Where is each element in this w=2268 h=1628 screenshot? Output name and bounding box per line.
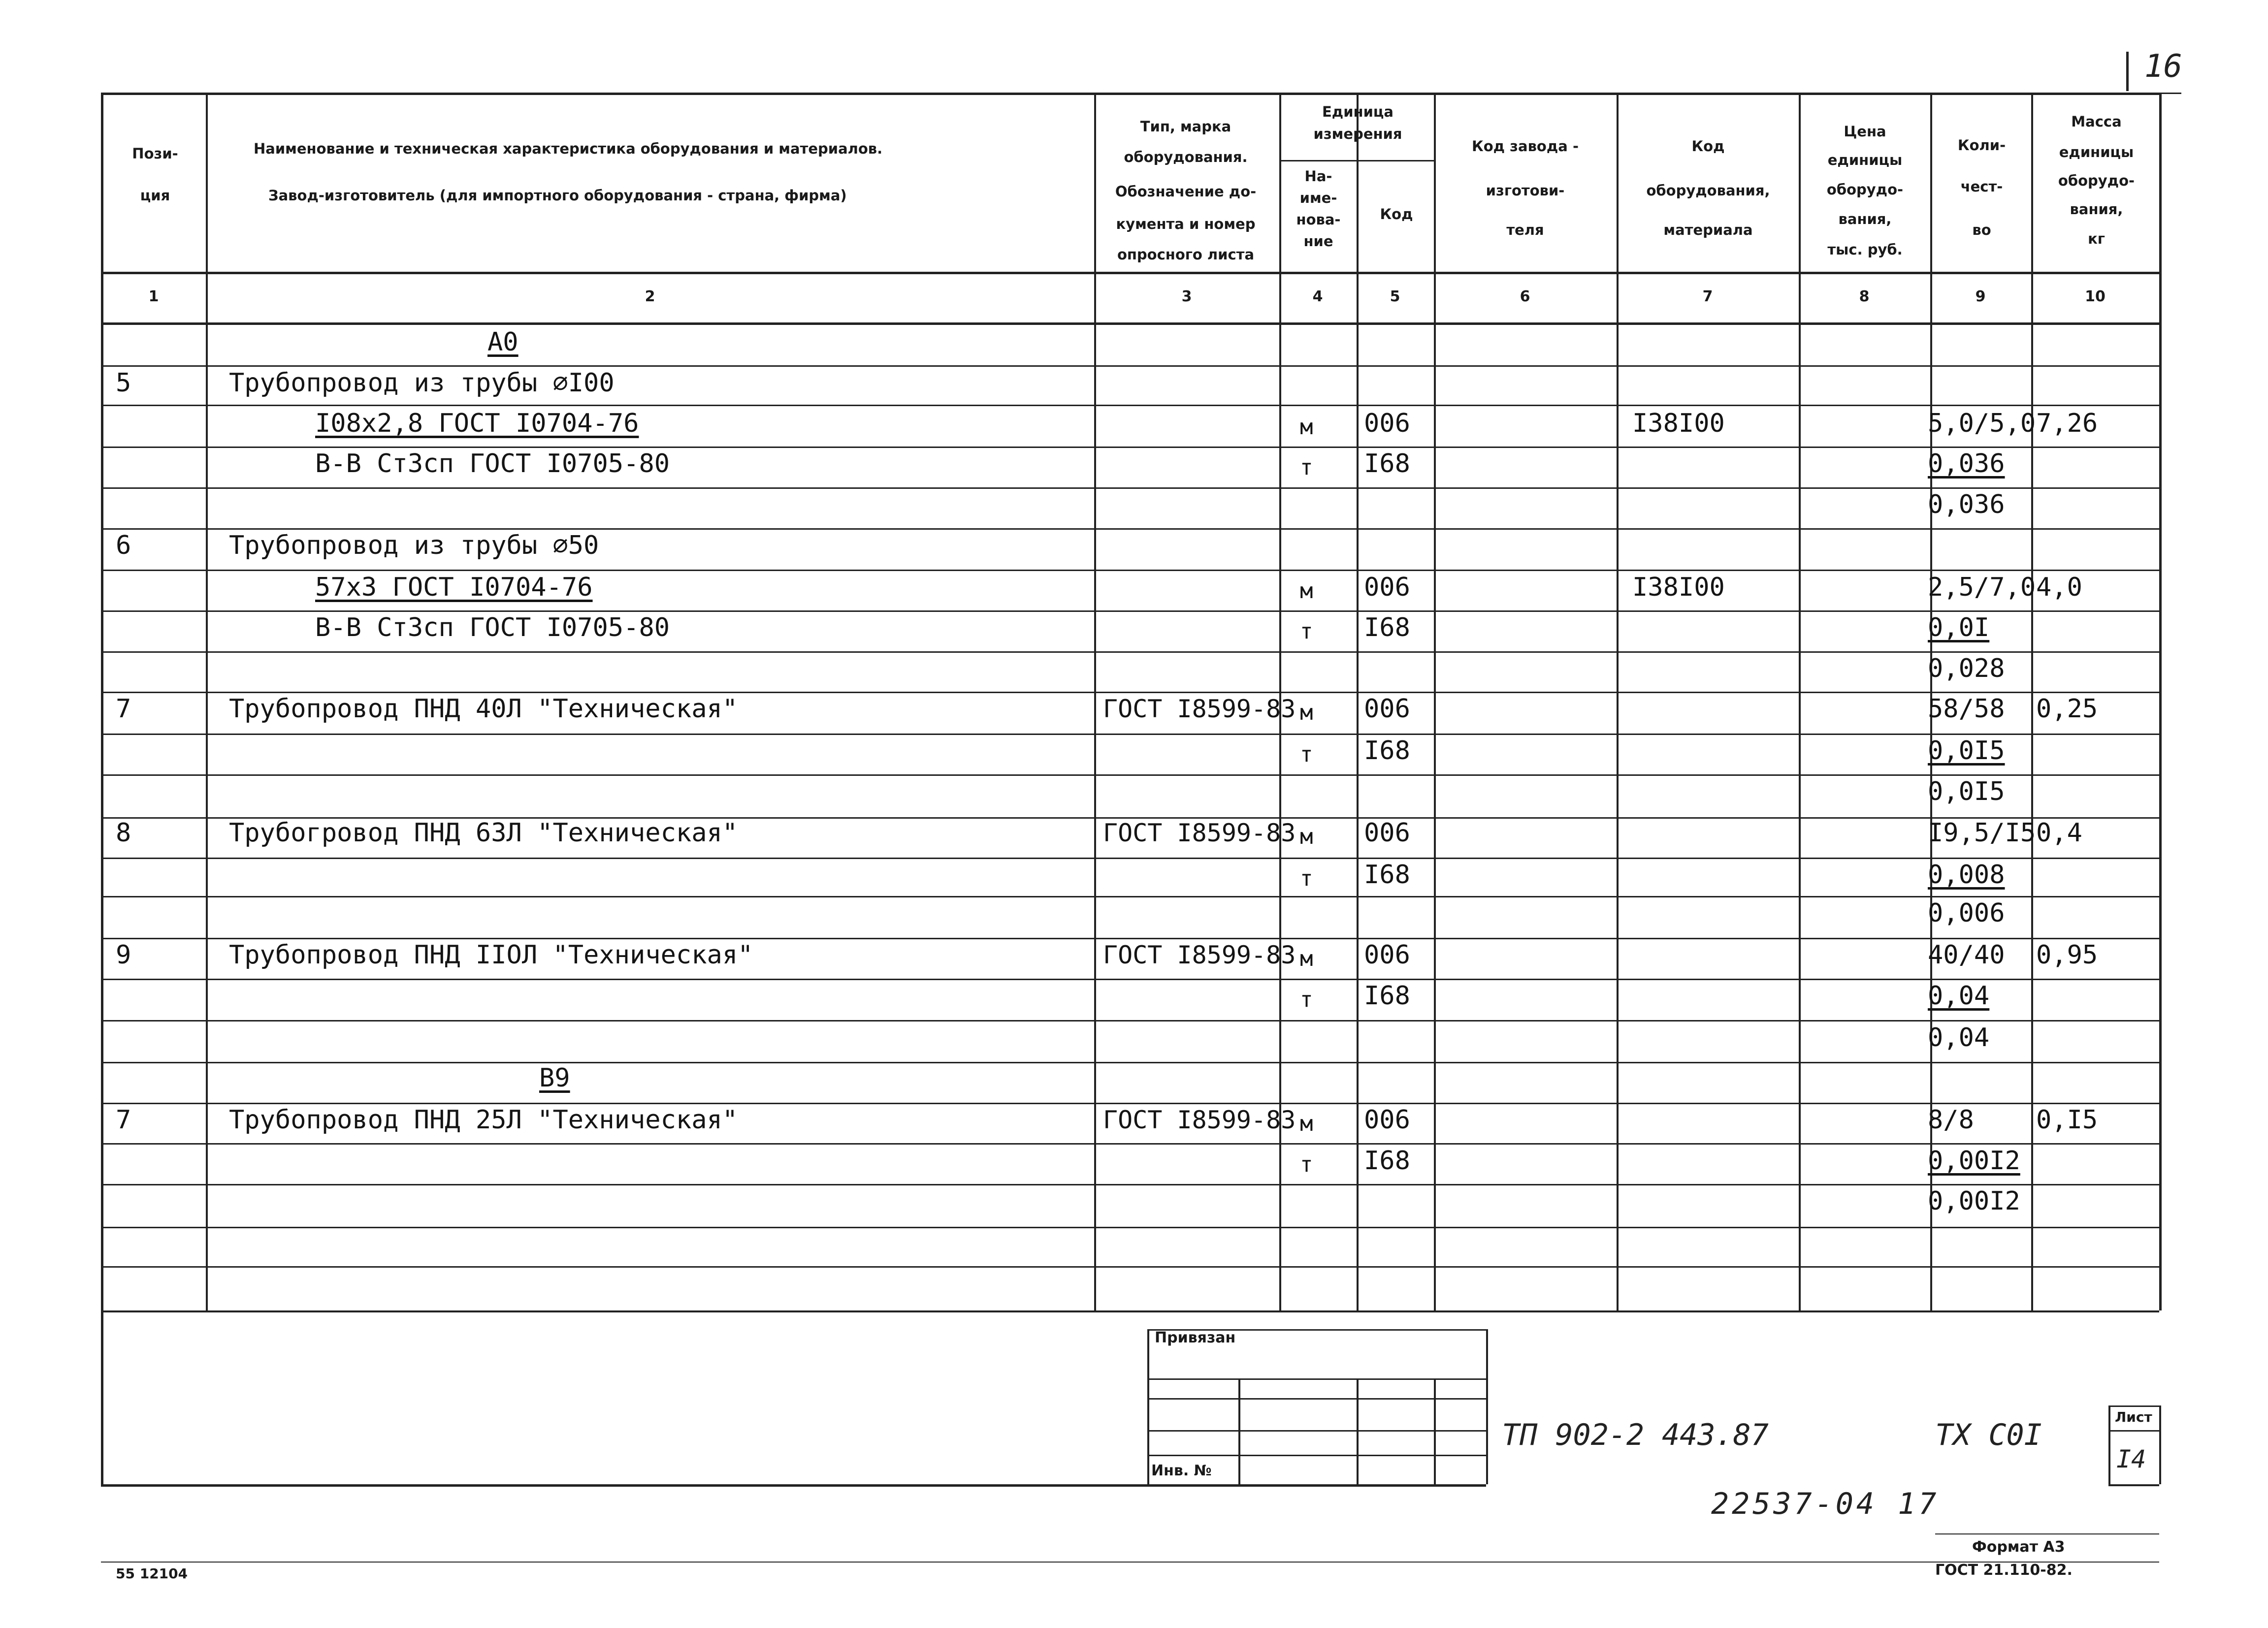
header-col9-line1: Коли- [1957, 137, 2006, 154]
header-col10-line3: оборудо- [2058, 172, 2135, 189]
quantity: 0,04 [1928, 1023, 1990, 1053]
item-name: Трубопровод из трубы ⌀I00 [229, 368, 615, 398]
unit-code: I68 [1364, 1146, 1410, 1176]
table-rule [101, 322, 2159, 325]
unit-mass: 0,I5 [2036, 1105, 2098, 1135]
table-rule [101, 1020, 2159, 1021]
unit-code: I68 [1364, 860, 1410, 890]
quantity: 0,00I2 [1928, 1186, 2020, 1216]
quantity: 0,006 [1928, 898, 2005, 928]
column-number: 9 [1975, 288, 1986, 305]
table-rule [1434, 93, 1436, 1310]
quantity: 0,00I2 [1928, 1146, 2020, 1176]
table-rule [101, 93, 103, 1484]
unit-name: т [1300, 987, 1313, 1012]
header-col1-line1: Пози- [132, 145, 178, 162]
quantity: 8/8 [1928, 1105, 1974, 1135]
unit-code: 006 [1364, 1105, 1410, 1135]
column-number: 1 [148, 288, 159, 305]
table-rule [2108, 1484, 2159, 1486]
header-col6-line3: теля [1506, 222, 1544, 238]
unit-name: м [1300, 824, 1313, 849]
header-col10-line2: единицы [2059, 144, 2134, 160]
header-col4-line3: нова- [1296, 211, 1341, 228]
header-unit-line1: Единица [1322, 103, 1393, 120]
table-rule [101, 1227, 2159, 1228]
table-rule [1094, 93, 1096, 1310]
linked-label: Привязан [1155, 1329, 1236, 1346]
position-number: 9 [116, 940, 131, 970]
unit-name: м [1300, 578, 1313, 604]
header-col2-line1: Наименование и техническая характеристика оборудования и материалов. [254, 140, 883, 157]
header-unit-line2: измерения [1313, 126, 1402, 142]
unit-code: 006 [1364, 573, 1410, 602]
quantity: 5,0/5,0 [1928, 409, 2036, 438]
quantity: 0,008 [1928, 860, 2005, 890]
quantity: 40/40 [1928, 940, 2005, 970]
header-col10-line4: вания, [2070, 201, 2123, 218]
position-number: 6 [116, 531, 131, 560]
column-number: 6 [1520, 288, 1530, 305]
item-name: 57х3 ГОСТ I0704-76 [315, 573, 593, 602]
unit-name: м [1300, 700, 1313, 725]
header-col2-line2: Завод-изготовитель (для импортного оборудования - страна, фирма) [268, 187, 847, 204]
header-col8-line1: Цена [1844, 123, 1886, 140]
table-rule [101, 651, 2159, 653]
table-rule [101, 528, 2159, 530]
item-name: Трубопровод ПНД IIОЛ "Техническая" [229, 940, 753, 970]
document-mark: ТХ С0I [1935, 1418, 2042, 1452]
type-mark: ГОСТ I8599-83 [1103, 695, 1296, 723]
unit-mass: 0,95 [2036, 940, 2098, 970]
position-number: 8 [116, 818, 131, 848]
unit-mass: 7,26 [2036, 409, 2098, 438]
table-rule [101, 405, 2159, 406]
gost-label: ГОСТ 21.110-82. [1935, 1562, 2073, 1579]
table-rule [101, 610, 2159, 612]
position-number: 7 [116, 1105, 131, 1135]
sheet-mark: 16 [2144, 48, 2183, 85]
table-rule [101, 1266, 2159, 1268]
header-col3-line4: кумента и номер [1116, 216, 1256, 232]
table-rule [1238, 1378, 1240, 1484]
header-col4-line2: име- [1299, 190, 1337, 206]
table-rule [101, 1184, 2159, 1185]
type-mark: ГОСТ I8599-83 [1103, 941, 1296, 969]
material-code: I38I00 [1632, 573, 1725, 602]
item-name: Трубопровод ПНД 40Л "Техническая" [229, 694, 738, 724]
header-col10-line5: кг [2088, 230, 2105, 247]
table-rule [101, 93, 2159, 95]
table-rule [101, 1562, 2159, 1563]
quantity: I9,5/I5 [1928, 818, 2036, 848]
unit-code: 006 [1364, 409, 1410, 438]
table-rule [2108, 1405, 2110, 1484]
item-name: Трубопровод из трубы ⌀50 [229, 531, 599, 560]
unit-name: т [1300, 742, 1313, 767]
quantity: 2,5/7,0 [1928, 573, 2036, 602]
table-rule [101, 1310, 2159, 1312]
header-col8-line2: единицы [1827, 152, 1903, 168]
header-col4-line1: На- [1304, 168, 1332, 185]
format-label: Формат А3 [1972, 1538, 2065, 1556]
unit-name: т [1300, 1152, 1313, 1177]
quantity: 0,0I5 [1928, 736, 2005, 766]
table-rule [2108, 1430, 2159, 1432]
table-rule [101, 365, 2159, 367]
item-name: В-В Ст3сп ГОСТ I0705-80 [315, 613, 670, 642]
quantity: 58/58 [1928, 694, 2005, 724]
unit-name: т [1300, 455, 1313, 480]
header-col7-line3: материала [1663, 222, 1753, 238]
table-rule [101, 858, 2159, 859]
column-number: 4 [1312, 288, 1323, 305]
table-rule [101, 272, 2159, 274]
table-rule [101, 1062, 2159, 1063]
item-name: I08х2,8 ГОСТ I0704-76 [315, 409, 639, 438]
material-code: I38I00 [1632, 409, 1725, 438]
unit-mass: 0,25 [2036, 694, 2098, 724]
table-rule [101, 570, 2159, 571]
quantity: 0,0I5 [1928, 777, 2005, 806]
quantity: 0,028 [1928, 654, 2005, 683]
table-rule [1486, 1329, 1488, 1484]
section-label: А0 [487, 327, 518, 357]
unit-code: I68 [1364, 449, 1410, 479]
header-col9-line2: чест- [1960, 178, 2003, 195]
table-rule [101, 979, 2159, 980]
header-col7-line2: оборудования, [1646, 182, 1770, 199]
table-rule [206, 93, 208, 1310]
table-rule [2159, 1405, 2161, 1484]
table-rule [2031, 93, 2033, 1310]
unit-name: т [1300, 866, 1313, 891]
position-number: 7 [116, 694, 131, 724]
inventory-number-label: Инв. № [1151, 1462, 1212, 1479]
column-number: 3 [1181, 288, 1192, 305]
header-col9-line3: во [1972, 222, 1991, 238]
table-rule [1935, 1533, 2159, 1534]
sheet-label: Лист [2115, 1409, 2152, 1425]
table-rule [1357, 93, 1359, 1310]
unit-code: I68 [1364, 613, 1410, 642]
table-rule [101, 487, 2159, 489]
position-number: 5 [116, 368, 131, 398]
header-col7-line1: Код [1691, 138, 1725, 155]
unit-code: 006 [1364, 940, 1410, 970]
table-rule [1357, 1378, 1359, 1484]
unit-code: 006 [1364, 694, 1410, 724]
header-col6-line1: Код завода - [1472, 138, 1579, 155]
unit-code: 006 [1364, 818, 1410, 848]
table-rule [101, 774, 2159, 776]
table-rule [1434, 1378, 1436, 1484]
sheet-number: I4 [2116, 1445, 2146, 1473]
quantity: 0,036 [1928, 490, 2005, 519]
header-col6-line2: изготови- [1486, 182, 1565, 199]
table-rule [101, 1143, 2159, 1145]
quantity: 0,0I [1928, 613, 1990, 642]
header-col8-line4: вания, [1838, 211, 1892, 227]
table-rule [101, 1484, 1486, 1487]
unit-mass: 4,0 [2036, 573, 2082, 602]
table-rule [101, 896, 2159, 897]
column-number: 8 [1859, 288, 1870, 305]
table-rule [1617, 93, 1619, 1310]
table-rule [101, 692, 2159, 693]
header-col1-line2: ция [140, 187, 170, 204]
type-mark: ГОСТ I8599-83 [1103, 819, 1296, 847]
unit-name: т [1300, 619, 1313, 644]
item-name: В-В Ст3сп ГОСТ I0705-80 [315, 449, 670, 479]
unit-name: м [1300, 415, 1313, 440]
section-label: В9 [539, 1063, 570, 1093]
table-rule [1279, 160, 1434, 161]
quantity: 0,036 [1928, 449, 2005, 479]
document-code: ТП 902-2 443.87 [1502, 1418, 1769, 1452]
column-number: 7 [1702, 288, 1713, 305]
header-col3-line3: Обозначение до- [1115, 183, 1257, 200]
header-col8-line3: оборудо- [1826, 181, 1904, 198]
unit-name: м [1300, 946, 1313, 971]
header-col4-line4: ние [1303, 233, 1333, 250]
header-col3-line2: оборудования. [1124, 149, 1248, 165]
unit-name: м [1300, 1111, 1313, 1136]
table-rule [1799, 93, 1801, 1310]
table-rule [2159, 93, 2162, 1310]
header-col3-line1: Тип, марка [1140, 118, 1231, 135]
header-col3-line5: опросного листа [1117, 246, 1255, 263]
table-rule [101, 734, 2159, 735]
quantity: 0,04 [1928, 981, 1990, 1011]
print-code: 55 12104 [116, 1565, 188, 1582]
type-mark: ГОСТ I8599-83 [1103, 1106, 1296, 1134]
table-rule [2126, 52, 2129, 91]
table-rule [101, 447, 2159, 448]
stamp-number: 22537-04 17 [1711, 1487, 1940, 1521]
header-col5: Код [1380, 206, 1413, 223]
item-name: Трубопровод ПНД 25Л "Техническая" [229, 1105, 738, 1135]
table-rule [2108, 1405, 2159, 1407]
header-col8-line5: тыс. руб. [1827, 241, 1903, 258]
unit-code: I68 [1364, 981, 1410, 1011]
item-name: Трубогровод ПНД 63Л "Техническая" [229, 818, 738, 848]
unit-code: I68 [1364, 736, 1410, 766]
table-rule [101, 1103, 2159, 1104]
unit-mass: 0,4 [2036, 818, 2082, 848]
column-number: 10 [2085, 288, 2106, 305]
table-rule [1147, 1329, 1149, 1484]
column-number: 2 [645, 288, 655, 305]
column-number: 5 [1390, 288, 1400, 305]
table-rule [101, 938, 2159, 939]
header-col10-line1: Масса [2071, 113, 2122, 130]
